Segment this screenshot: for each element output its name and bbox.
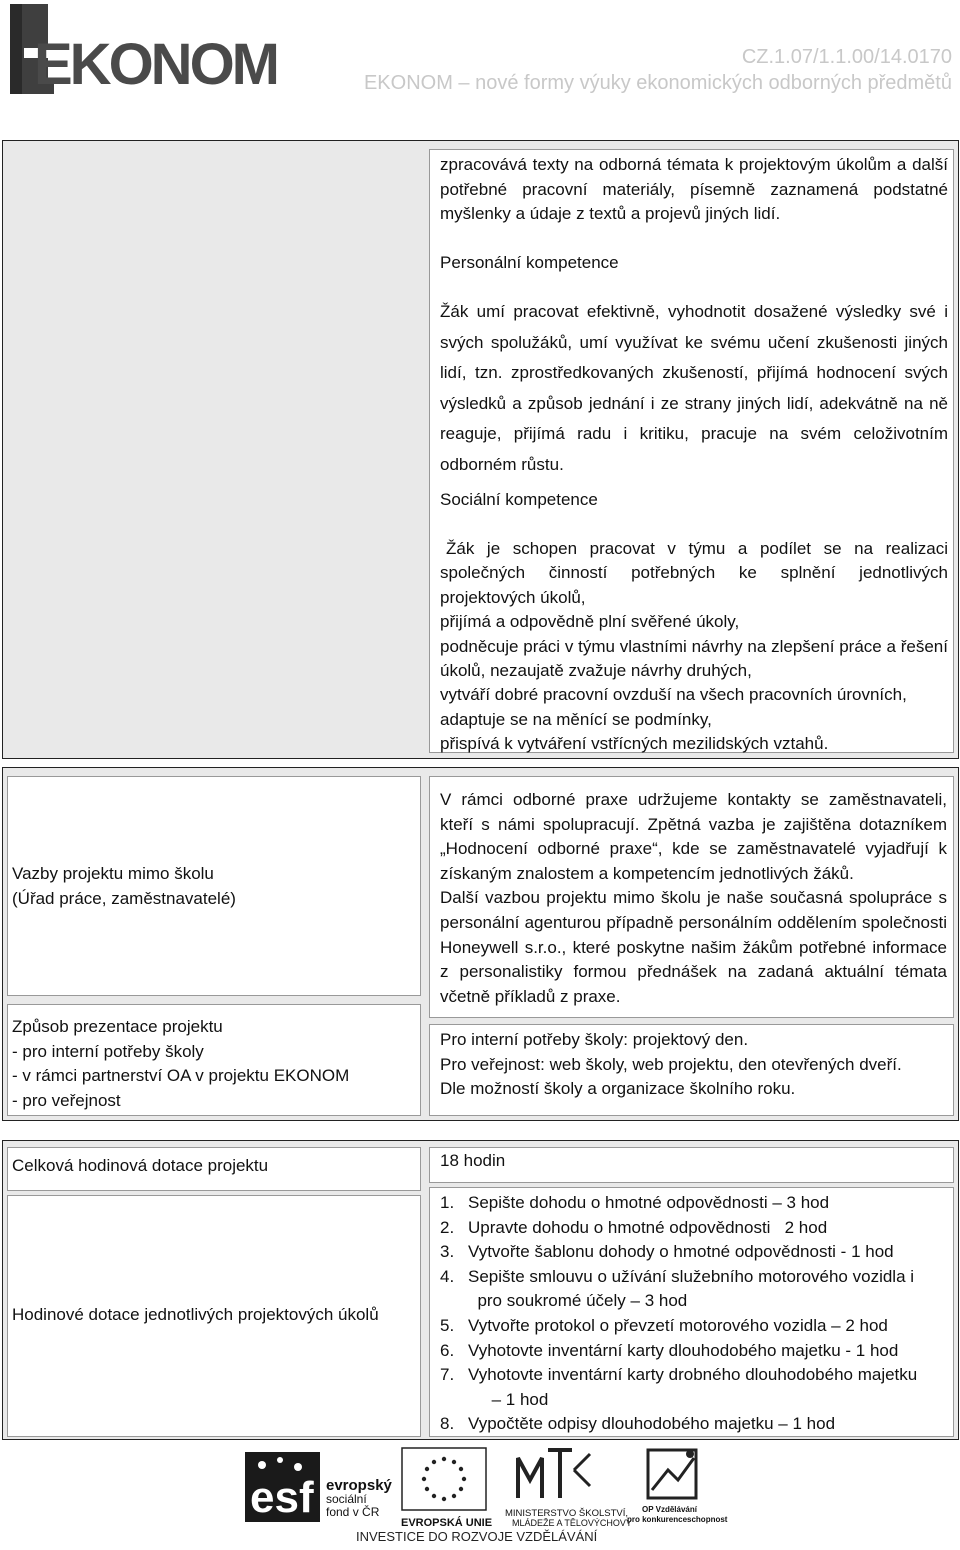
task-item: 4. Sepište smlouvu o užívání služebního motorového vozidla i pro soukromé účely – 3 hod (440, 1266, 915, 1311)
tasks-hours-label: Hodinové dotace jednotlivých projektových úkolů (12, 1305, 379, 1324)
op-logo (627, 1450, 728, 1524)
investice-text: INVESTICE DO ROZVOJE VZDĚLÁVÁNÍ (356, 1529, 598, 1544)
funding-logos (0, 1440, 960, 1545)
tasks-list (440, 1191, 940, 1437)
logo-text: EKONOM (34, 32, 277, 97)
social-line: adaptuje se na měnící se podmínky, (440, 709, 712, 729)
competence-intro: zpracovává texty na odborná témata k projektovým úkolům a další potřebné pracovní materiály, písemně zaznamená podstatné myšlenky a údaje z textů a projevů jiných lidí. (440, 155, 948, 224)
svg-text:MLÁDEŽE A TĚLOVÝCHOVY: MLÁDEŽE A TĚLOVÝCHOVY (512, 1518, 632, 1528)
total-hours-label: Celková hodinová dotace projektu (12, 1156, 269, 1175)
svg-text:evropský: evropský (326, 1477, 392, 1494)
svg-text:OP Vzdělávání: OP Vzdělávání (642, 1505, 697, 1514)
svg-text:pro konkurenceschopnost: pro konkurenceschopnost (627, 1515, 728, 1524)
social-line: vytváří dobré pracovní ovzduší na všech pracovních úrovních, (440, 685, 907, 705)
task-item: 6. Vyhotovte inventární karty dlouhodobého majetku - 1 hod (440, 1340, 899, 1360)
project-info (364, 44, 952, 96)
task-item: 8. Vypočtěte odpisy dlouhodobého majetku – 1 hod (440, 1414, 836, 1434)
presentation-text: Pro interní potřeby školy: projektový den. Pro veřejnost: web školy, web projektu, den otevřených dveří. Dle možností školy a organizace školního roku. (440, 1030, 902, 1099)
social-competence-heading: Sociální kompetence (440, 490, 598, 509)
project-code: CZ.1.07/1.1.00/14.0170 (741, 46, 952, 68)
svg-text:esf: esf (250, 1473, 314, 1522)
svg-text:fond v ČR: fond v ČR (326, 1505, 380, 1519)
presentation-label: Způsob prezentace projektu - pro interní potřeby školy - v rámci partnerství OA v projektu EKONOM - pro veřejnost (12, 1017, 350, 1110)
svg-text:sociální: sociální (326, 1492, 367, 1506)
eu-flag-logo (401, 1448, 492, 1529)
svg-text:EVROPSKÁ UNIE: EVROPSKÁ UNIE (401, 1517, 493, 1529)
social-line: přispívá k vytváření vstřícných mezilidských vztahů. (440, 734, 829, 754)
social-line: Žák je schopen pracovat v týmu a podílet se na realizaci společných činností potřebných ke splnění jednotlivých projektových úkolů, (440, 539, 948, 607)
project-title: EKONOM – nové formy výuky ekonomických odborných předmětů (363, 72, 952, 94)
svg-text:MINISTERSTVO ŠKOLSTVÍ,: MINISTERSTVO ŠKOLSTVÍ, (505, 1508, 628, 1519)
task-item: 1. Sepište dohodu o hmotné odpovědnosti – 3 hod (440, 1193, 830, 1212)
external-links-text: V rámci odborné praxe udržujeme kontakty se zaměstnavateli, kteří s námi spolupracují. Zpětná vazba je zajištěna dotazníkem „Hodnocení odborné praxe“, kde se zaměstnavatelé vyjadřují k získaným znalostem a kompetencím jednotlivých žáků. Další vazbou projektu mimo školu je naše současná spolupráce s personální agenturou případně personálním oddělením společnosti Honeywell s.r.o., které poskytne našim žákům potřebné informace z personalistiky formou přednášek na zadaná aktuální témata včetně příkladů z praxe. (440, 790, 947, 1006)
external-links-label: Vazby projektu mimo školu (Úřad práce, zaměstnavatelé) (12, 864, 236, 908)
task-item: 3. Vytvořte šablonu dohody o hmotné odpovědnosti - 1 hod (440, 1242, 894, 1262)
personal-competence-text: Žák umí pracovat efektivně, vyhodnotit dosažené výsledky své i svých spolužáků, umí využívat ke svému učení zkušenosti jiných lidí, tzn. zprostředkovaných zkušeností, přijímá hodnocení svých výsledků a způsob jednání i ze strany jiných lidí, adekvátně na ně reaguje, přijímá radu i kritiku, pracuje na svém celoživotním odborném růstu. (440, 302, 948, 474)
task-item: 5. Vytvořte protokol o převzetí motorového vozidla – 2 hod (440, 1315, 888, 1335)
social-competence-text (440, 537, 948, 757)
page-header (0, 0, 960, 110)
msmt-logo (505, 1450, 632, 1528)
personal-competence-heading: Personální kompetence (440, 253, 619, 272)
funding-footer (0, 1440, 960, 1545)
social-line: přijímá a odpovědně plní svěřené úkoly, (440, 612, 740, 632)
task-item: 2. Upravte dohodu o hmotné odpovědnosti 2 hod (440, 1217, 828, 1237)
task-item: 7. Vyhotovte inventární karty drobného dlouhodobého majetku – 1 hod (440, 1365, 918, 1409)
total-hours-value: 18 hodin (440, 1151, 506, 1170)
social-line: podněcuje práci v týmu vlastními návrhy na zlepšení práce a řešení úkolů, nezaujatě zvažuje návrhy druhých, (440, 636, 948, 681)
esf-logo (245, 1452, 393, 1522)
